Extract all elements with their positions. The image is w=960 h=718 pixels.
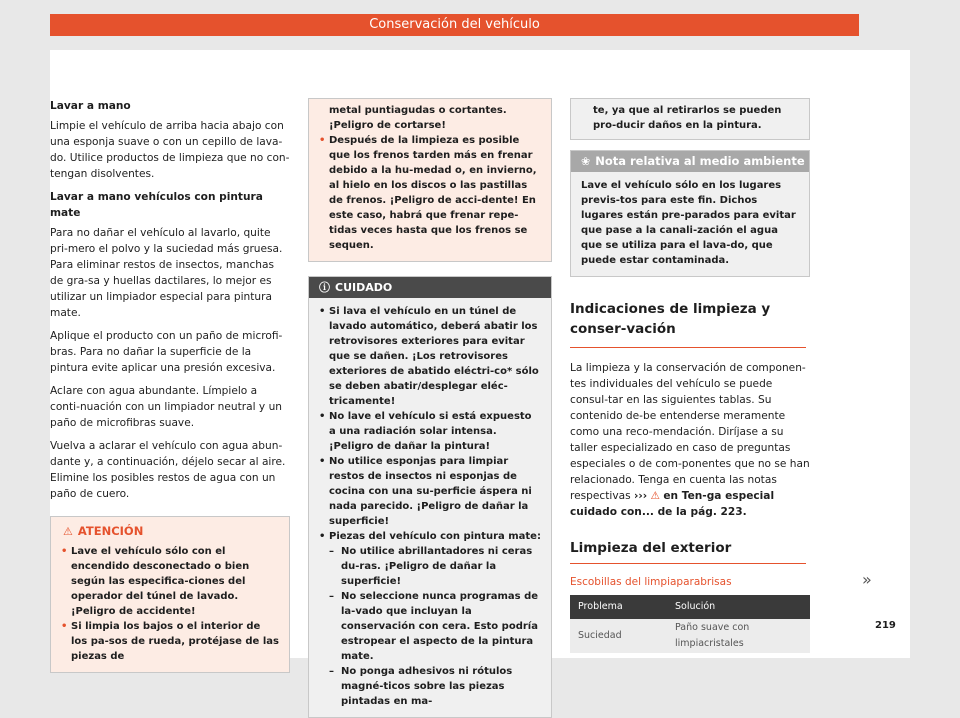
column-1 bbox=[50, 98, 290, 673]
warning-triangle-icon: ⚠ bbox=[63, 525, 73, 538]
list-item: • No utilice esponjas para limpiar restos de insectos ni esponjas de cocina con una su-perficie áspera ni nada parecido. ¡Peligro de dañar la superficie! bbox=[319, 456, 532, 527]
list-item: • Si lava el vehículo en un túnel de lavado automático, deberá abatir los retrovisores exteriores para evitar que se dañen. ¡Los retrovisores exteriores de abatido eléctri-co* sólo se deben abatir/desplegar eléc-tricamente! bbox=[319, 306, 539, 407]
paragraph: Aclare con agua abundante. Límpielo a conti-nuación con un limpiador neutral y un paño de microfibras suave. bbox=[50, 385, 282, 429]
warning-box bbox=[50, 516, 290, 673]
paragraph: La limpieza y la conservación de componen-tes individuales del vehículo se puede consul-tar en las siguientes tablas. Su contenido de-be entenderse meramente como una reco-mendación. Diríjase a su taller especializado en caso de preguntas especiales o de com-ponentes que no se han relacionado. Tenga en cuenta las notas respectivas ››› ⚠ en Ten-ga especial cuidado con... de la pág. 223. bbox=[570, 362, 810, 518]
page-header: Conservación del vehículo bbox=[50, 14, 859, 36]
page-reference-link[interactable]: en Ten-ga especial cuidado con... de la pág. 223. bbox=[570, 490, 775, 518]
reference-arrows: ››› bbox=[633, 490, 648, 502]
heading-lavar-a-mano: Lavar a mano bbox=[50, 100, 131, 112]
warning-continued-box bbox=[308, 98, 552, 262]
bullet-icon: • bbox=[319, 135, 326, 146]
info-circle-icon: ⓘ bbox=[319, 281, 330, 294]
table-header-solucion: Solución bbox=[667, 595, 810, 619]
bullet-icon: • bbox=[319, 411, 326, 422]
warning-title-row bbox=[51, 517, 289, 542]
leaf-icon: ❀ bbox=[581, 155, 591, 168]
table-cell: Suciedad bbox=[570, 619, 667, 653]
column-3 bbox=[570, 98, 810, 653]
list-item: • No lave el vehículo si está expuesto a una radiación solar intensa. ¡Peligro de dañar la pintura! bbox=[319, 411, 532, 452]
sub-list-item: – No seleccione nunca programas de la-vado que incluyan la conservación con cera. Esto podría estropear el aspecto de la pintura mate. bbox=[329, 591, 539, 662]
sub-list-item: – No ponga adhesivos ni rótulos magné-ticos sobre las piezas pintadas en ma- bbox=[329, 666, 513, 707]
list-item: • Después de la limpieza es posible que los frenos tarden más en frenar debido a la hu-medad o, en invierno, al hielo en los discos o las pastillas de frenos. ¡Peligro de acci-dente! En este caso, habrá que frenar repe-tidas veces hasta que los frenos se sequen. bbox=[319, 135, 537, 251]
column-2 bbox=[308, 98, 552, 718]
paragraph: Vuelva a aclarar el vehículo con agua abun-dante y, a continuación, déjelo secar al aire. Elimine los posibles restos de agua con un paño de cuero. bbox=[50, 440, 286, 500]
paragraph: Aplique el producto con un paño de microfi-bras. Para no dañar la superficie de la pintura evite aplicar una presión excesiva. bbox=[50, 330, 283, 374]
warning-title: ATENCIÓN bbox=[77, 524, 144, 538]
bullet-icon: • bbox=[319, 531, 326, 542]
continued-text: metal puntiagudas o cortantes. ¡Peligro de cortarse! bbox=[329, 105, 507, 131]
list-item: • Lave el vehículo sólo con el encendido desconectado o bien según las especifica-ciones del operador del túnel de lavado. ¡Peligro de accidente! bbox=[61, 546, 250, 617]
table-caption: Escobillas del limpiaparabrisas bbox=[570, 576, 732, 588]
dash-icon: – bbox=[329, 546, 334, 557]
environment-text: Lave el vehículo sólo en los lugares previs-tos para este fin. Dichos lugares están pre-parados para evitar que pase a la canali-zación el agua que se utiliza para el lava-do, que puede estar contaminada. bbox=[571, 172, 809, 276]
list-item: • Si limpia los bajos o el interior de los pa-sos de rueda, protéjase de las piezas de bbox=[61, 621, 279, 662]
environment-title-row bbox=[571, 151, 809, 172]
paragraph: Limpie el vehículo de arriba hacia abajo con una esponja suave o con un cepillo de lava-do. Utilice productos de limpieza que no con-tengan disolventes. bbox=[50, 120, 290, 180]
caution-continued-box bbox=[570, 98, 810, 140]
subsection-title: Limpieza del exterior bbox=[570, 538, 806, 564]
caution-title-row bbox=[309, 277, 551, 298]
section-title: Indicaciones de limpieza y conser-vación bbox=[570, 299, 806, 348]
bullet-icon: • bbox=[319, 306, 326, 317]
caution-title: CUIDADO bbox=[335, 281, 393, 294]
caution-content bbox=[309, 298, 551, 717]
dash-icon: – bbox=[329, 666, 334, 677]
environment-title: Nota relativa al medio ambiente bbox=[595, 154, 805, 168]
continue-arrow-icon: » bbox=[862, 570, 872, 589]
bullet-icon: • bbox=[61, 546, 68, 557]
cleaning-table bbox=[570, 595, 810, 653]
table-header-row bbox=[570, 595, 810, 619]
warning-triangle-icon: ⚠ bbox=[650, 490, 660, 502]
bullet-icon: • bbox=[61, 621, 68, 632]
page-number: 219 bbox=[875, 620, 896, 631]
table-row bbox=[570, 619, 810, 653]
environment-note-box bbox=[570, 150, 810, 277]
table-cell: Paño suave con limpiacristales bbox=[667, 619, 810, 653]
list-item: • Piezas del vehículo con pintura mate: bbox=[319, 531, 541, 542]
warning-content bbox=[51, 542, 289, 672]
table-header-problema: Problema bbox=[570, 595, 667, 619]
continued-text: te, ya que al retirarlos se pueden pro-ducir daños en la pintura. bbox=[593, 105, 782, 131]
heading-pintura-mate: Lavar a mano vehículos con pintura mate bbox=[50, 191, 263, 219]
caution-box bbox=[308, 276, 552, 718]
paragraph: Para no dañar el vehículo al lavarlo, quite pri-mero el polvo y la suciedad más gruesa. Para eliminar restos de insectos, manchas de gra-sa y huellas dactilares, lo mejor es utilizar un limpiador especial para pintura mate. bbox=[50, 227, 283, 319]
sub-list-item: – No utilice abrillantadores ni ceras du-ras. ¡Peligro de dañar la superficie! bbox=[329, 546, 533, 587]
bullet-icon: • bbox=[319, 456, 326, 467]
dash-icon: – bbox=[329, 591, 334, 602]
